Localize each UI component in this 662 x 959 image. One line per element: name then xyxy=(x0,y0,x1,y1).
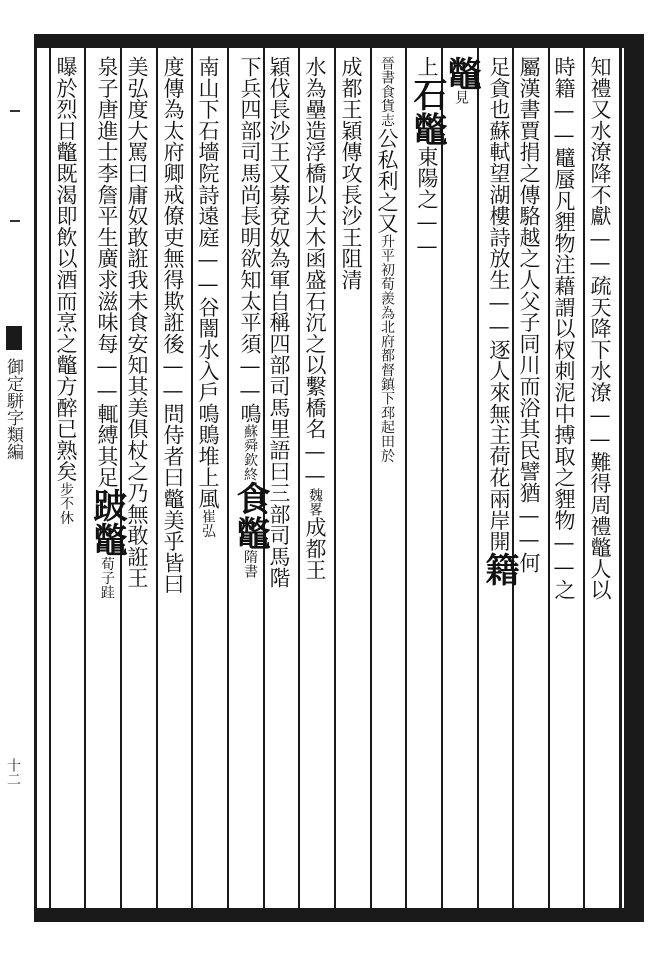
fish-tail-mark xyxy=(6,326,22,350)
text-column-6 xyxy=(407,56,447,904)
text-column-10 xyxy=(268,56,289,904)
small-note: 步不休 xyxy=(58,482,74,525)
column-rule xyxy=(156,48,158,908)
column-text: 成都王 xyxy=(303,516,327,581)
column-text: 泉子唐進士李詹平生廣求滋味每——輒縛其足 xyxy=(95,56,119,488)
text-column-16 xyxy=(55,56,76,904)
entry-heading: 跛鼈 xyxy=(87,488,127,557)
frame-right-border xyxy=(624,34,644,922)
frame-left-border xyxy=(34,48,37,908)
column-text: 東陽之—— xyxy=(415,145,439,259)
frame-bottom-border xyxy=(34,908,644,922)
column-rule xyxy=(405,48,407,908)
entry-heading: 石鼈 xyxy=(407,77,447,146)
column-text: 公私利之又 xyxy=(375,127,399,234)
margin-tick xyxy=(10,220,20,222)
column-text: 水為壘造浮橋以大木函盛石沉之以繫橋名—— xyxy=(303,56,327,488)
text-column-2 xyxy=(553,56,574,904)
small-note: 魏畧 xyxy=(307,488,323,517)
text-column-8 xyxy=(340,56,361,904)
column-rule xyxy=(583,48,585,908)
column-text: 穎伐長沙王又募兗奴為軍自稱四部司馬里語曰三部司馬階 xyxy=(267,56,291,589)
text-column-4 xyxy=(479,56,519,904)
text-column-13 xyxy=(162,56,183,904)
column-text: 下兵四部司馬尚長明欲知太平須——鳴 xyxy=(238,56,262,425)
text-column-7 xyxy=(376,56,397,904)
column-text: 成都王穎傳攻長沙王阻清 xyxy=(339,56,363,291)
small-note: 蘇舜欽終 xyxy=(242,424,258,482)
column-text: 南山下石墻院詩遠庭——谷闇水入戶鳴鵙堆上風 xyxy=(196,56,220,510)
entry-heading: 籍 xyxy=(479,551,519,587)
column-rule xyxy=(49,48,51,908)
text-column-5 xyxy=(441,56,481,904)
entry-heading: 食鼈 xyxy=(230,481,270,550)
column-text: 上 xyxy=(415,56,439,78)
frame-right-inner-rule xyxy=(619,48,622,908)
text-column-12 xyxy=(197,56,218,904)
text-column-14 xyxy=(126,56,147,904)
column-rule xyxy=(370,48,372,908)
column-text: 曝於烈日鼈既渴即飲以酒而烹之鼈方醉已熟矣 xyxy=(54,56,78,482)
page-number: 十二 xyxy=(5,758,21,786)
column-text: 屬漢書賈捐之傳駱越之人父子同川而浴其民譬猶——何 xyxy=(517,56,541,574)
column-text: 知禮又水潦降不獻——疏天降下水潦——難得周禮鼈人以 xyxy=(588,56,612,601)
small-note: 荀子跬 xyxy=(99,556,115,600)
frame-top-border xyxy=(34,34,644,48)
small-note: 隋書 xyxy=(242,549,258,579)
column-text: 美弘度大罵曰庸奴敢誑我未食安知其美俱杖之乃無敢誑王 xyxy=(125,56,149,589)
text-column-1 xyxy=(589,56,610,904)
column-rule xyxy=(191,48,193,908)
column-text: 度傳為太府卿戒僚吏無得欺誑後——問侍者曰鼈美乎皆曰 xyxy=(161,56,185,595)
column-rule xyxy=(298,48,300,908)
column-text: 足貪也蘇軾望湖樓詩放生——逐人來無主荷花兩岸開 xyxy=(487,56,511,552)
column-rule xyxy=(227,48,229,908)
column-rule xyxy=(84,48,86,908)
column-rule xyxy=(334,48,336,908)
text-column-9 xyxy=(304,56,325,904)
text-column-3 xyxy=(518,56,539,904)
text-column-15 xyxy=(87,56,127,904)
text-column-11 xyxy=(230,56,270,904)
small-note: 升平初荀羨為北府都督鎮下邳起田於 xyxy=(379,234,395,463)
margin-tick xyxy=(10,110,20,112)
small-note: 晉書食貨志 xyxy=(379,56,395,128)
section-heading: 鼈 xyxy=(441,56,481,91)
margin-book-title: 御定駢字類編 xyxy=(3,358,23,460)
small-note: 見 xyxy=(453,90,469,105)
column-rule xyxy=(548,48,550,908)
page-margin xyxy=(0,40,34,920)
column-text: 時籍——鼊蜃凡貍物注藉謂以杈刺泥中搏取之貍物——之 xyxy=(552,56,576,601)
small-note: 崔弘 xyxy=(200,509,216,538)
